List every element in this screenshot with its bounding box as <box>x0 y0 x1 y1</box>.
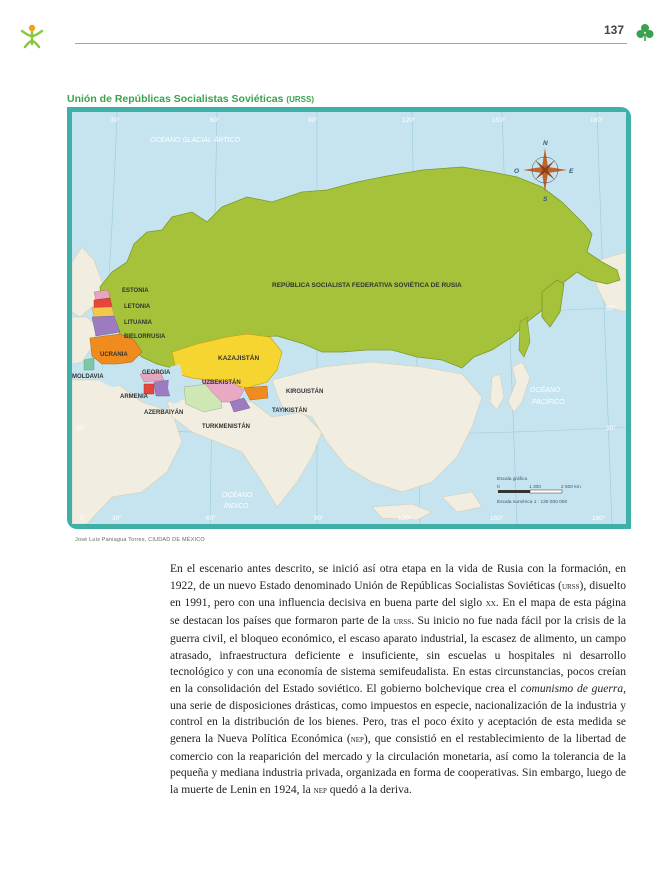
text-part: quedó a la deriva. <box>326 784 412 797</box>
text-part: En el escenario antes descrito, se inició así otra etapa en la vida de Rusia con la formación, en 1922, de un nuevo Estado denominado Unión de Repúblicas Socialistas Soviéticas ( <box>170 563 626 592</box>
map-title-abbr: (URSS) <box>286 95 314 104</box>
page-number: 137 <box>604 23 625 37</box>
body-paragraph <box>170 561 626 800</box>
label-estonia: ESTONIA <box>122 288 149 294</box>
compass-e: E <box>569 168 574 175</box>
scale-numeric: Escala numérica 1 : 130 000 000 <box>497 500 568 505</box>
label-arctic-ocean: OCÉANO GLACIAL ÁRTICO <box>150 137 240 144</box>
lon-bottom-30: 30° <box>112 515 122 522</box>
lituania-region <box>92 307 114 317</box>
label-uzbekistan: UZBEKISTÁN <box>202 380 241 386</box>
label-russia: REPÚBLICA SOCIALISTA FEDERATIVA SOVIÉTICA DE RUSIA <box>272 282 462 289</box>
lon-bottom-60: 60° <box>206 515 216 522</box>
lat-left-30: 30° <box>76 425 86 432</box>
label-pacific-1: OCÉANO <box>530 387 561 394</box>
scale-label: Escala gráfica <box>497 477 528 482</box>
armenia-region <box>144 384 154 394</box>
moldavia-region <box>84 358 94 370</box>
lon-top-90: 90° <box>308 117 318 124</box>
compass-n: N <box>543 140 548 147</box>
compass-s: S <box>543 196 548 203</box>
text-part: ), que consistió en el restablecimiento de la libertad de comercio con la reaparición del mercado y la circulación monetaria, así como la tolerancia de la pequeña y mediana industria privada, organizada en forma de cooperativas. Sin embargo, luego de la muerte de Lenin en 1924, la <box>170 733 626 797</box>
header-rule <box>75 43 627 44</box>
ussr-map <box>72 112 626 524</box>
lon-bottom-150: 150° <box>490 515 504 522</box>
lon-top-150: 150° <box>492 117 506 124</box>
lon-top-60: 60° <box>210 117 220 124</box>
abbr-urss: urss <box>561 580 580 592</box>
scale-tick-0: 0 <box>497 485 500 490</box>
label-indian-1: OCÉANO <box>222 492 253 499</box>
map-credit: José Luis Paniagua Torres, CIUDAD DE MÉXICO <box>75 537 205 543</box>
scale-tick-1: 1 300 <box>529 485 542 490</box>
map-title-text: Unión de Repúblicas Socialistas Soviéticas <box>67 93 284 105</box>
ussr-map-frame <box>67 107 631 529</box>
label-azerbaiyan: AZERBAIYÁN <box>144 410 184 416</box>
label-lituania: LITUANIA <box>124 320 152 326</box>
label-bielorrusia: BIELORRUSIA <box>124 334 166 340</box>
abbr-nep: nep <box>313 785 327 797</box>
lon-bottom-90: 90° <box>314 515 324 522</box>
text-part: . Su inicio no fue nada fácil por la crisis de la guerra civil, el bloqueo económico, el escaso aparato industrial, la escasez de alimento, un campo atrasado, infraestructura deficiente e insuficiente, sin escuelas u hospitales ni desarrollo tecnológico y con una economía de sistema semifeudalista. En estas circunstancias, pocos creían en la consolidación del Estado soviético. El gobierno bolchevique crea el <box>170 615 626 695</box>
label-pacific-2: PACÍFICO <box>532 399 565 406</box>
label-letonia: LETONIA <box>124 304 151 310</box>
lon-top-180: 180° <box>590 117 604 124</box>
letonia-region <box>94 298 112 308</box>
label-armenia: ARMENIA <box>120 394 148 400</box>
lon-top-120: 120° <box>402 117 416 124</box>
label-tayikistan: TAYIKISTÁN <box>272 408 308 414</box>
lon-bottom-0: 0° <box>80 515 87 522</box>
text-part: , una serie de disposiciones drásticas, como impuestos en especie, nacionalización de la industria y control en la distribución de los bienes. Pero, tras el poco éxito y aceptación de esta medida se genera la Nueva Política Económica ( <box>170 682 626 746</box>
abbr-nep: nep <box>350 734 364 746</box>
text-part: . En el mapa de esta página se destacan los países que formaron parte de la <box>170 597 626 628</box>
compass-o: O <box>514 168 520 175</box>
label-kirguistan: KIRGUISTÁN <box>286 389 324 395</box>
lon-bottom-120: 120° <box>398 515 412 522</box>
text-part: ), disuelto en 1991, pero con una influencia decisiva en buena parte del siglo <box>170 579 626 610</box>
scale-tick-2: 2 600 km <box>561 485 581 490</box>
label-turkmenistan: TURKMENISTÁN <box>202 424 250 430</box>
label-kazajistan: KAZAJISTÁN <box>218 355 260 362</box>
label-ucrania: UCRANIA <box>100 352 128 358</box>
lat-right-60: 60° <box>606 305 616 312</box>
label-georgia: GEORGIA <box>142 370 171 376</box>
label-moldavia: MOLDAVIA <box>72 374 104 380</box>
lon-top-30: 30° <box>110 117 120 124</box>
abbr-urss: urss <box>393 616 412 628</box>
clover-icon <box>635 22 655 42</box>
lon-bottom-180: 180° <box>592 515 606 522</box>
emphasis-comunismo-de-guerra: comunismo de guerra <box>520 682 624 695</box>
abbr-xx: xx <box>485 598 496 610</box>
ussr-map-svg <box>72 112 626 524</box>
publisher-logo-icon <box>18 22 46 50</box>
label-indian-2: ÍNDICO <box>224 503 249 510</box>
lat-right-30: 30° <box>606 425 616 432</box>
map-title <box>67 93 314 105</box>
